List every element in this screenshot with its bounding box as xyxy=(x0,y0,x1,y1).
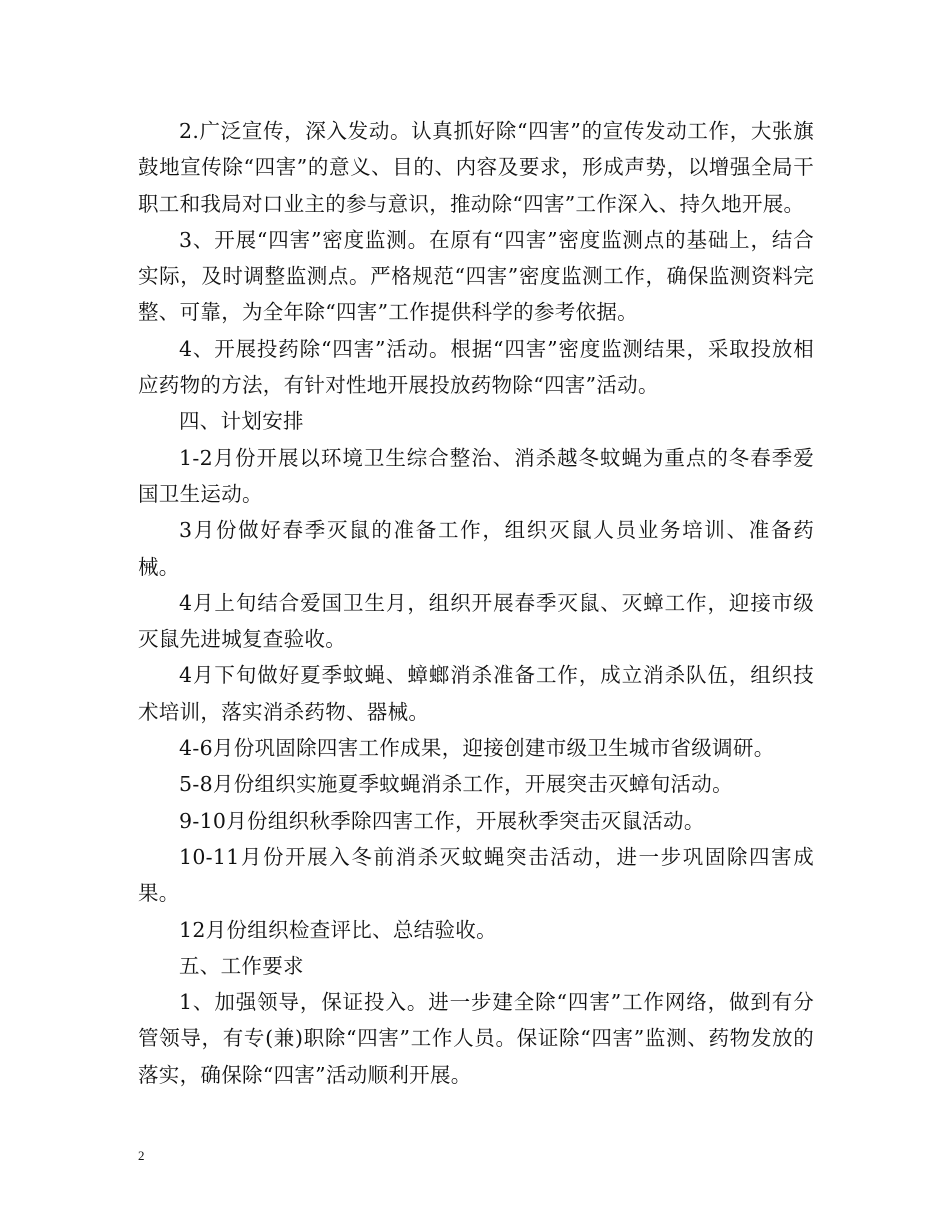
schedule-item-december: 12月份组织检查评比、总结验收。 xyxy=(179,917,497,942)
schedule-item-late-april: 4月下旬做好夏季蚊蝇、蟑螂消杀准备工作，成立消杀队伍，组织技术培训，落实消杀药物、器械。 xyxy=(138,663,814,724)
paragraph-density-monitoring: 3、开展“四害”密度监测。在原有“四害”密度监测点的基础上，结合实际，及时调整监测点。严格规范“四害”密度监测工作，确保监测资料完整、可靠，为全年除“四害”工作提供科学的参考依据。 xyxy=(138,227,814,325)
section-heading-schedule: 四、计划安排 xyxy=(179,409,304,434)
paragraph-publicity: 2.广泛宣传，深入发动。认真抓好除“四害”的宣传发动工作，大张旗鼓地宣传除“四害”的意义、目的、内容及要求，形成声势，以增强全局干职工和我局对口业主的参与意识，推动除“四害”工作深入、持久地开展。 xyxy=(138,119,814,216)
section-heading-requirements: 五、工作要求 xyxy=(179,953,304,978)
schedule-item-oct-nov: 10-11月份开展入冬前消杀灭蚊蝇突击活动，进一步巩固除四害成果。 xyxy=(138,844,814,906)
schedule-item-sep-oct: 9-10月份组织秋季除四害工作，开展秋季突击灭鼠活动。 xyxy=(179,808,705,833)
schedule-item-march: 3月份做好春季灭鼠的准备工作，组织灭鼠人员业务培训、准备药械。 xyxy=(138,518,814,579)
page-number: 2 xyxy=(138,1148,145,1163)
schedule-item-jan-feb: 1-2月份开展以环境卫生综合整治、消杀越冬蚊蝇为重点的冬春季爱国卫生运动。 xyxy=(138,445,814,506)
document-body xyxy=(138,113,814,1093)
schedule-item-may-aug: 5-8月份组织实施夏季蚊蝇消杀工作，开展突击灭蟑旬活动。 xyxy=(179,772,733,797)
paragraph-leadership: 1、加强领导，保证投入。进一步建全除“四害”工作网络，做到有分管领导，有专(兼)职除“四害”工作人员。保证除“四害”监测、药物发放的落实，确保除“四害”活动顺利开展。 xyxy=(138,990,814,1087)
schedule-item-early-april: 4月上旬结合爱国卫生月，组织开展春季灭鼠、灭蟑工作，迎接市级灭鼠先进城复查验收。 xyxy=(138,590,814,652)
schedule-item-apr-jun: 4-6月份巩固除四害工作成果，迎接创建市级卫生城市省级调研。 xyxy=(179,736,775,761)
paragraph-pesticide-activity: 4、开展投药除“四害”活动。根据“四害”密度监测结果，采取投放相应药物的方法，有针对性地开展投放药物除“四害”活动。 xyxy=(138,336,814,398)
